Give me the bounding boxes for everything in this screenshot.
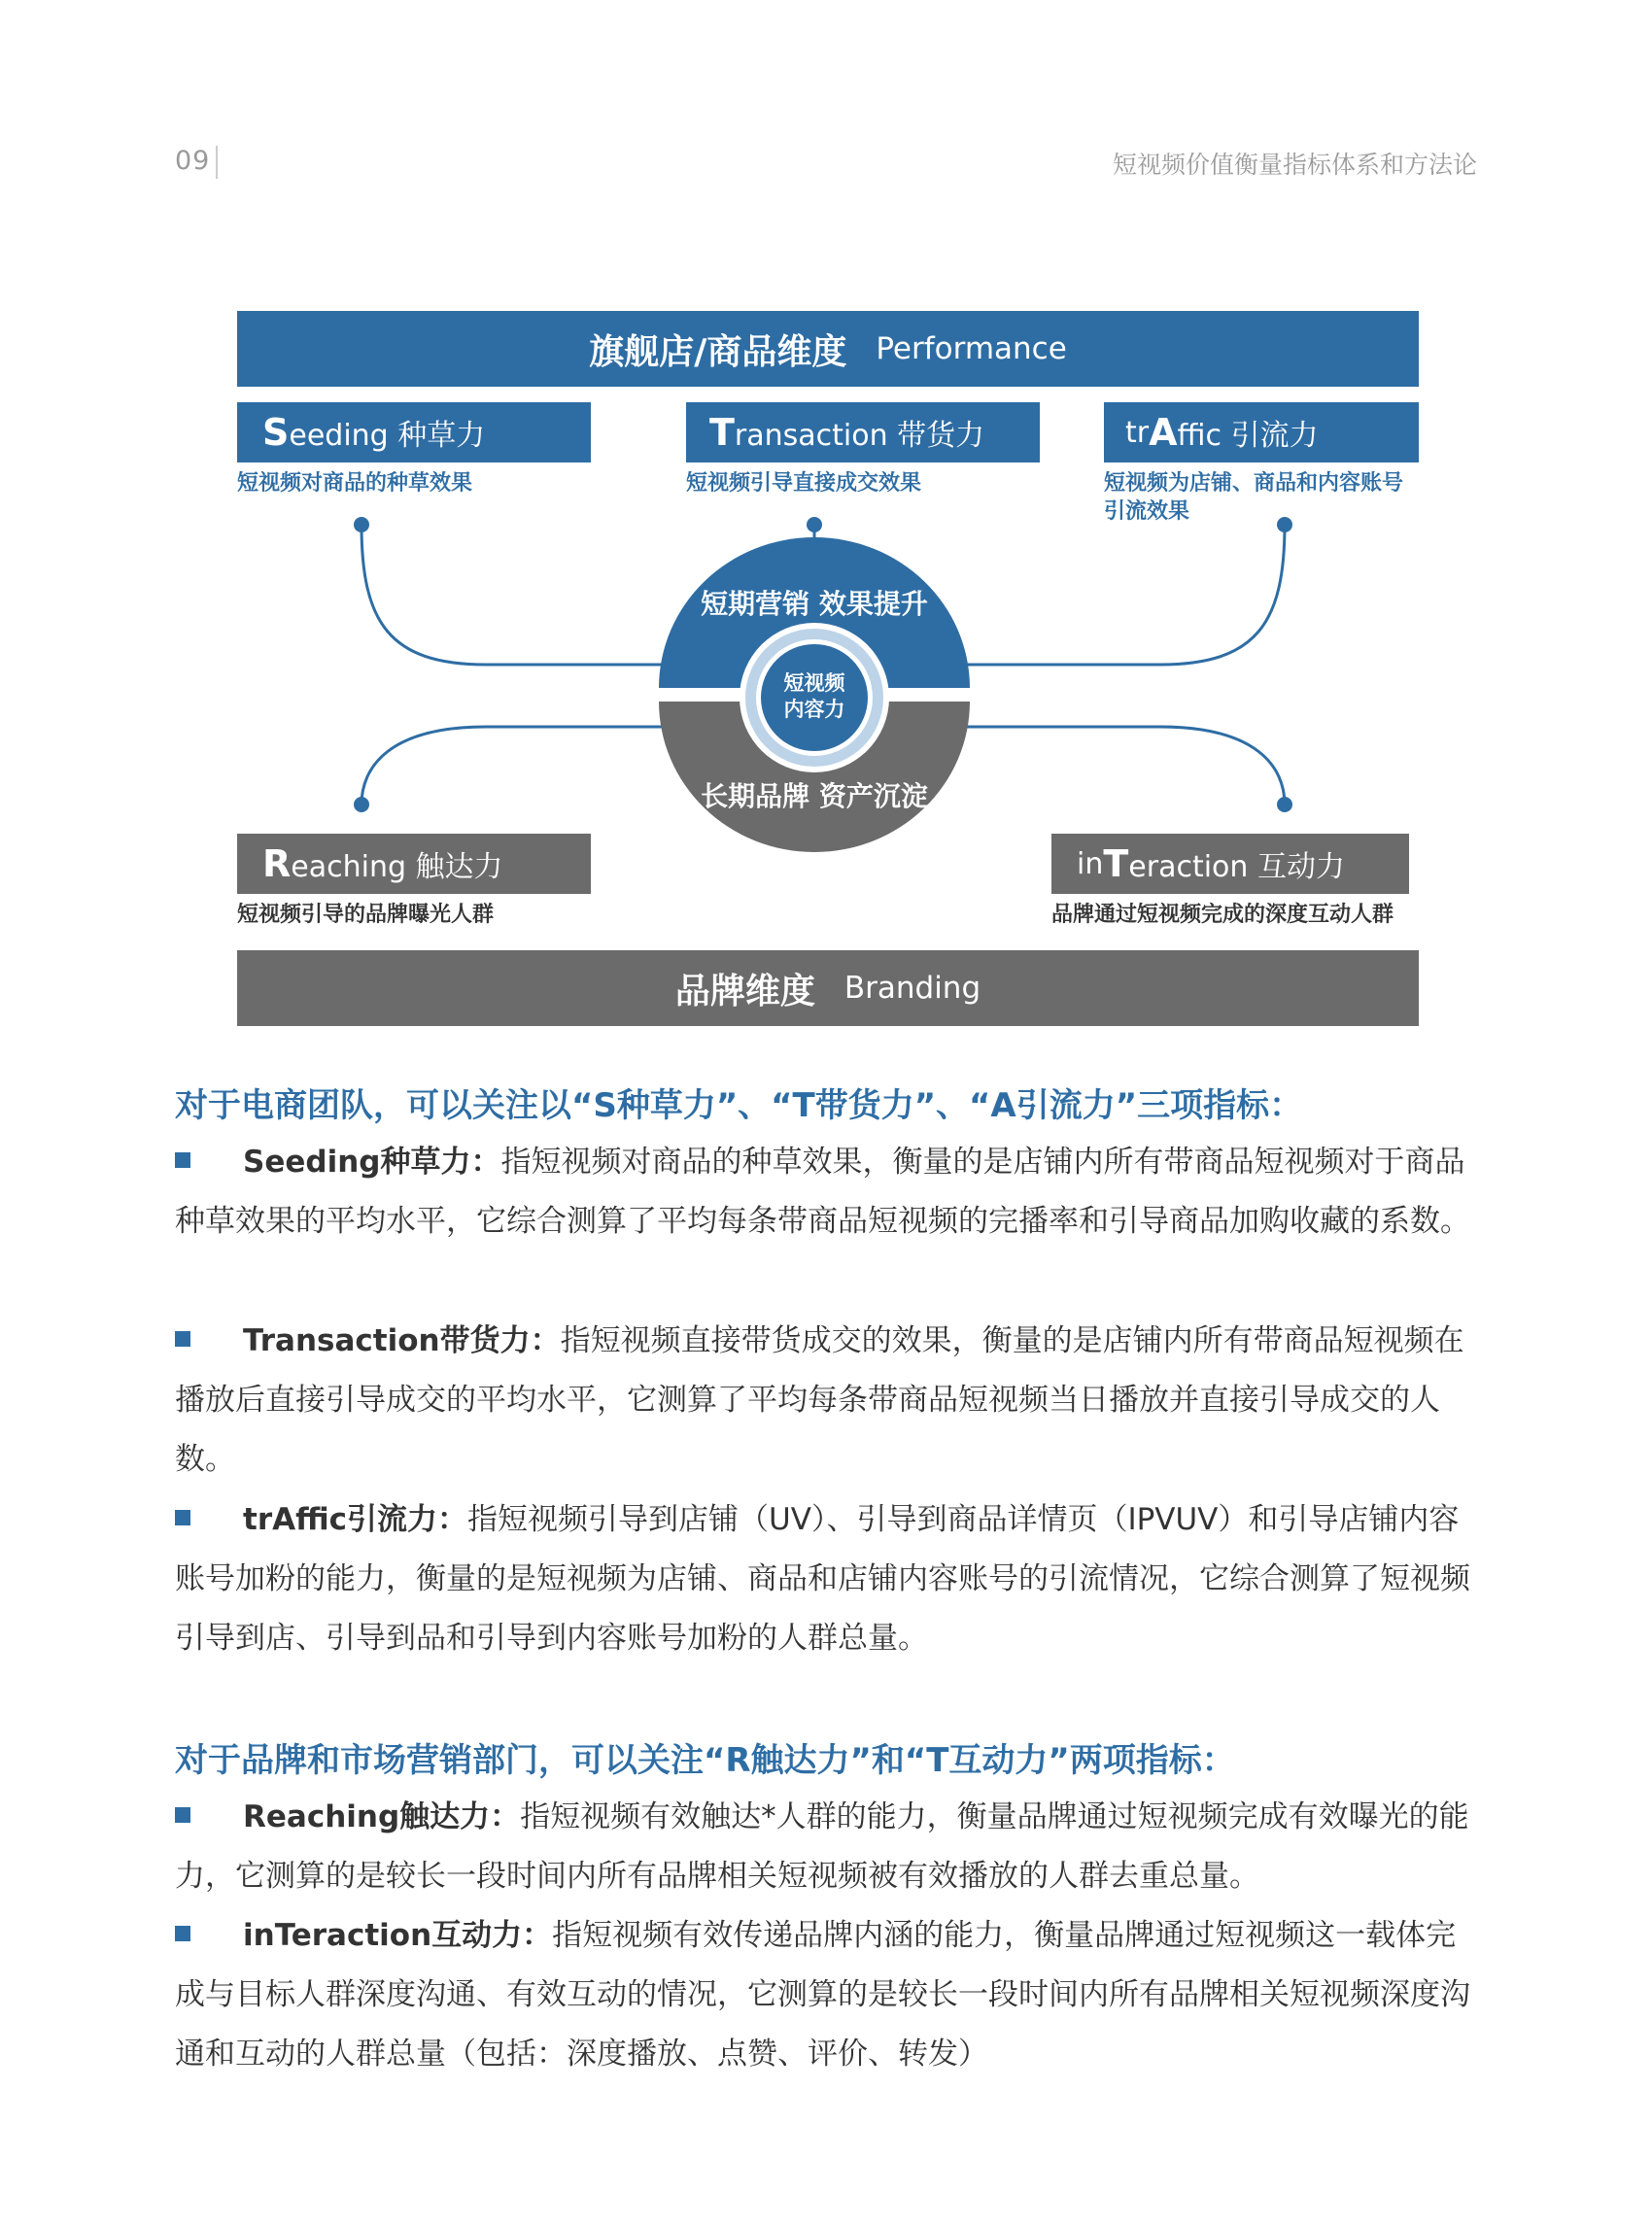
item-reaching-name: Reaching触达力： [243, 1799, 521, 1834]
item-traffic [175, 1490, 1477, 1668]
item-reaching-text: 指短视频有效触达*人群的能力，衡量品牌通过短视频完成有效曝光的能力，它测算的是较长一段时间内所有品牌相关短视频被有效播放的人群去重总量。 [175, 1799, 1469, 1894]
dot-traffic [1277, 517, 1292, 532]
interaction-desc: 品牌通过短视频完成的深度互动人群 [1051, 903, 1394, 927]
performance-band-cn: 旗舰店/商品维度 [589, 331, 847, 372]
item-seeding-name: Seeding种草力： [243, 1145, 501, 1180]
item-seeding [175, 1133, 1477, 1251]
traffic-desc-line1: 短视频为店铺、商品和内容账号 [1104, 471, 1404, 496]
item-transaction-text: 指短视频直接带货成交的效果，衡量的是店铺内所有带商品短视频在播放后直接引导成交的平均水平，它测算了平均每条带商品短视频当日播放并直接引导成交的人数。 [175, 1323, 1464, 1477]
dot-interaction [1277, 797, 1292, 812]
page-number: 09 [175, 146, 211, 176]
reaching-desc: 短视频引导的品牌曝光人群 [237, 903, 495, 927]
item-reaching [175, 1788, 1477, 1906]
center-bottom-label: 长期品牌 资产沉淀 [701, 780, 928, 812]
section-branding-title: 对于品牌和市场营销部门，可以关注“R触达力”和“T互动力”两项指标： [175, 1741, 1235, 1780]
traffic-lead: A [1149, 411, 1178, 454]
item-transaction [175, 1312, 1477, 1490]
branding-band-cn: 品牌维度 [674, 971, 815, 1011]
reaching-box [237, 834, 591, 894]
interaction-box [1051, 834, 1409, 894]
item-interaction-text: 指短视频有效传递品牌内涵的能力，衡量品牌通过短视频这一载体完成与目标人群深度沟通、有效互动的情况，它测算的是较长一段时间内所有品牌相关短视频深度沟通和互动的人群总量（包括：深度播放、点赞、评价、转发） [175, 1918, 1470, 2072]
dot-reaching [354, 797, 369, 812]
header-title: 短视频价值衡量指标体系和方法论 [1112, 151, 1477, 179]
dot-seeding [354, 517, 369, 532]
transaction-lead: T [709, 411, 735, 454]
core-label-line1: 短视频 [783, 671, 845, 695]
bullet-icon [175, 1331, 190, 1347]
metrics-diagram [0, 0, 1652, 1049]
item-seeding-text: 指短视频对商品的种草效果，衡量的是店铺内所有带商品短视频对于商品种草效果的平均水平，它综合测算了平均每条带商品短视频的完播率和引导商品加购收藏的系数。 [175, 1145, 1470, 1239]
traffic-rest: ffic 引流力 [1177, 419, 1319, 453]
bullet-icon [175, 1807, 190, 1823]
interaction-rest: eraction 互动力 [1128, 850, 1345, 884]
traffic-desc-line2: 引流效果 [1104, 499, 1190, 524]
branding-band [237, 950, 1419, 1026]
bullet-icon [175, 1926, 190, 1941]
connector-seeding [361, 525, 671, 665]
bullet-icon [175, 1510, 190, 1525]
interaction-pre: in [1077, 846, 1104, 881]
item-transaction-name: Transaction带货力： [243, 1323, 561, 1358]
connector-interaction [962, 727, 1285, 805]
transaction-desc: 短视频引导直接成交效果 [686, 471, 922, 496]
reaching-rest: eaching 触达力 [291, 850, 503, 884]
dot-transaction [807, 517, 822, 532]
seeding-desc: 短视频对商品的种草效果 [237, 471, 473, 496]
connector-reaching [361, 727, 671, 805]
connector-traffic [962, 525, 1285, 665]
section-ecommerce-title: 对于电商团队，可以关注以“S种草力”、“T带货力”、“A引流力”三项指标： [175, 1086, 1303, 1125]
seeding-lead: S [262, 411, 290, 454]
seeding-rest: eeding 种草力 [289, 419, 486, 453]
core-label [756, 670, 873, 723]
item-interaction [175, 1906, 1477, 2084]
reaching-lead: R [262, 842, 292, 885]
performance-band-en: Performance [876, 331, 1067, 366]
center-top-label: 短期营销 效果提升 [701, 588, 928, 620]
traffic-pre: tr [1125, 415, 1150, 450]
item-traffic-text: 指短视频引导到店铺（UV）、引导到商品详情页（IPVUV）和引导店铺内容账号加粉的能力，衡量的是短视频为店铺、商品和店铺内容账号的引流情况，它综合测算了短视频引导到店、引导到品和引导到内容账号加粉的人群总量。 [175, 1502, 1470, 1656]
item-interaction-name: inTeraction互动力： [243, 1918, 553, 1953]
interaction-lead: T [1103, 842, 1129, 885]
branding-band-en: Branding [843, 971, 981, 1006]
item-traffic-name: trAffic引流力： [243, 1502, 468, 1537]
transaction-rest: ransaction 带货力 [734, 419, 985, 453]
bullet-icon [175, 1152, 190, 1168]
core-label-line2: 内容力 [783, 698, 845, 721]
